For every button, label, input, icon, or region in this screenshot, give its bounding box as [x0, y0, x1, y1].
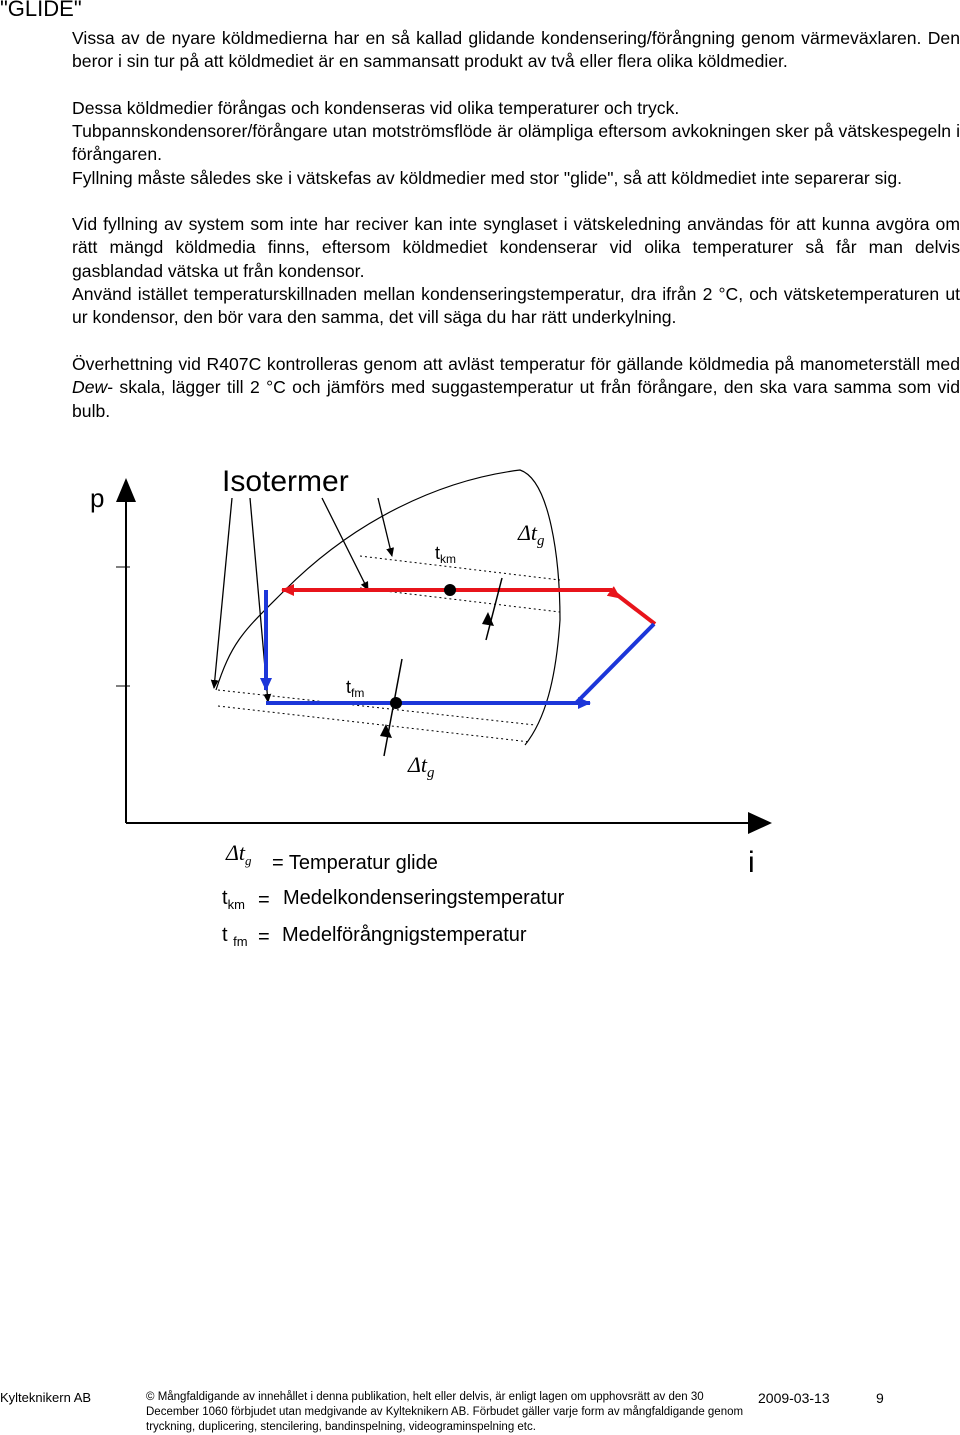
delta-tg-label-top: $\Delta t_g$ [518, 520, 545, 549]
refrigeration-cycle [266, 590, 655, 703]
legend-tfm-equals: = [258, 926, 270, 948]
dew-scale-term: Dew [72, 377, 108, 398]
delta-tg-label-bottom: $\Delta t_g$ [408, 752, 435, 781]
superheat-text-before: Överhettning vid R407C kontrolleras genom att avläst temperatur för gällande köldmedia på manometerställ med [72, 354, 960, 374]
paragraph-glide-intro: Vissa av de nyare köldmedierna har en så kallad glidande kondensering/förångning genom värmeväxlaren. Den beror i sin tur på att köldmediet är en sammansatt produkt av två eller flera olika köldmedier. [72, 28, 960, 72]
legend-tkm-equals: = [258, 889, 270, 911]
pointer-line [214, 498, 232, 688]
paragraph-sightglass: Vid fyllning av system som inte har reciver kan inte synglaset i vätskeledning användas för att kunna avgöra om rätt mängd köldmedia finns, eftersom köldmediet kondenserar vid olika temperaturer så får man delvis gasblandad vätska ut från kondensor. [72, 214, 960, 281]
legend-tkm-symbol: $t_{km}$ [222, 887, 245, 912]
x-axis-arrow [748, 812, 772, 834]
legend-glide-symbol: $\Delta t_g$ [226, 840, 252, 868]
isotherm-line [218, 706, 530, 742]
paragraph-temperatures: Dessa köldmedier förångas och kondenseras vid olika temperaturer och tryck. [72, 98, 680, 118]
footer-company: Kylteknikern AB [0, 1390, 92, 1405]
legend-tkm-text: Medelkondenseringstemperatur [283, 887, 565, 909]
copyright-icon: © [146, 1391, 155, 1403]
y-axis-label: p [90, 483, 105, 513]
superheat-text-after: - skala, lägger till 2 °C och jämförs med suggastemperatur ut från förångare, den ska vara samma som vid bulb. [72, 377, 960, 421]
suction-line [576, 624, 654, 703]
diagram-title: Isotermer [222, 465, 349, 498]
legend-tfm-text: Medelförångnigstemperatur [282, 924, 527, 946]
x-axis-label: i [748, 846, 755, 879]
legend-glide-text: = Temperatur glide [272, 852, 438, 874]
paragraph-superheat [72, 353, 960, 423]
footer-page-number: 9 [876, 1390, 884, 1406]
tkm-label: $t_{km}$ [435, 543, 457, 566]
paragraph-tube-condensers: Tubpannskondensorer/förångare utan motströmsflöde är olämpliga eftersom avkokningen sker på vätskespegeln i förångaren. [72, 121, 960, 165]
legend-tfm-symbol: t $_{fm}$ [222, 924, 248, 949]
isotherm-line [218, 690, 535, 725]
footer-date: 2009-03-13 [758, 1390, 830, 1406]
isotherm-lines [218, 556, 560, 742]
page-heading: "GLIDE" [0, 0, 82, 21]
footer-copyright: © Mångfaldigande av innehållet i denna publikation, helt eller delvis, är enligt lagen om upphovsrätt av den 30 December 1060 förbjudet utan medgivande av Kylteknikern AB. Förbudet gäller varje form av mångfaldigande genom tryckning, duplicering, stencilering, bandinspelning, videograminspelning etc. [146, 1391, 744, 1433]
y-axis-arrow [116, 478, 136, 502]
pointer-line [378, 498, 392, 556]
paragraph-filling: Fyllning måste således ske i vätskefas av köldmedier med stor "glide", så att köldmediet inte separerar sig. [72, 168, 902, 188]
paragraph-subcooling: Använd istället temperaturskillnaden mellan kondenseringstemperatur, dra ifrån 2 °C, och vätsketemperaturen ut ur kondensor, den bör vara den samma, det vill säga du har rätt underkylning. [72, 284, 960, 328]
pointer-line [322, 498, 368, 590]
isotherm-line [360, 556, 560, 580]
compression-line [612, 591, 655, 624]
tfm-label: $t_{fm}$ [346, 677, 365, 700]
axes [116, 478, 772, 834]
isotherm-pointers [214, 498, 392, 702]
glide-marker-condensing [486, 578, 502, 640]
glide-ph-diagram [0, 440, 960, 840]
tfm-point [390, 697, 402, 709]
tkm-point [444, 584, 456, 596]
